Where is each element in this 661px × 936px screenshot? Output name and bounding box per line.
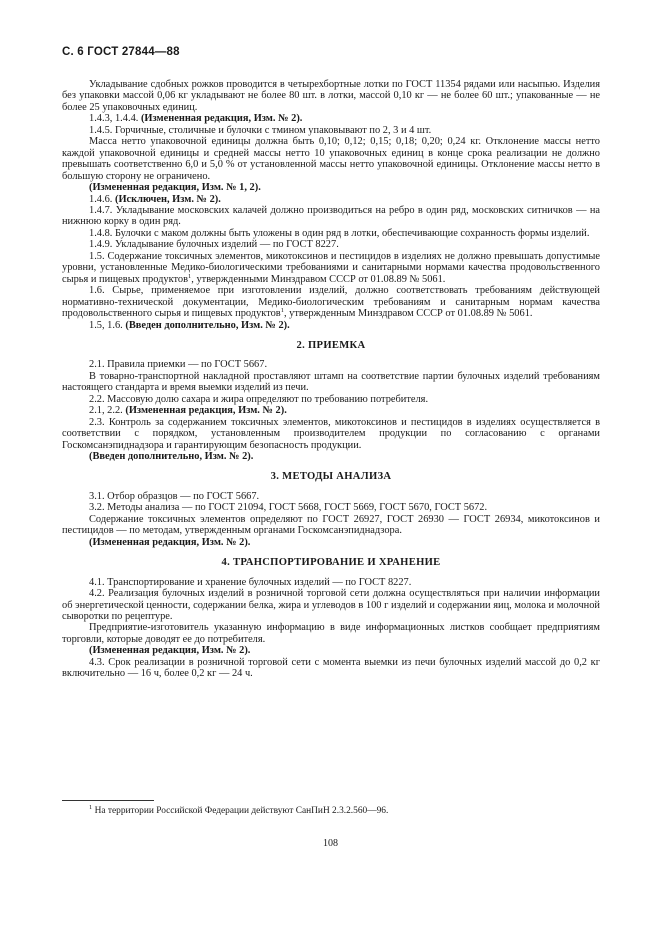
paragraph: 1.4.8. Булочки с маком должны быть уложены в один ряд в лотки, обеспечивающие сохранность формы изделий. <box>89 227 590 239</box>
clause-number: 1.4.3, 1.4.4. <box>89 113 139 125</box>
document-body <box>62 79 600 680</box>
amendment-note: (Измененная редакция, Изм. № 1, 2). <box>89 182 261 194</box>
paragraph: 1.4.5. Горчичные, столичные и булочки с тмином упаковывают по 2, 3 и 4 шт. <box>89 124 432 136</box>
page-number: 108 <box>323 838 338 849</box>
paragraph <box>62 194 600 205</box>
paragraph: Масса нетто упаковочной единицы должна быть 0,10; 0,12; 0,15; 0,18; 0,20; 0,24 кг. Отклонение массы нетто каждой упаковочной единицы и средней массы нетто 10 упаковочных единиц в конце срока реализации не должно превышать соответственно 6,0 и 5,0 % от установленной массы нетто упаковочной единицы. Отклонение массы нетто в большую сторону не ограничено. <box>62 136 600 182</box>
clause-number: 2.1, 2.2. <box>89 405 123 417</box>
page-header: С. 6 ГОСТ 27844—88 <box>62 46 180 58</box>
paragraph: Предприятие-изготовитель указанную информацию в виде информационных листков сообщает предприятиям торговли, которые доводят ее до потребителя. <box>62 622 600 645</box>
paragraph: Укладывание сдобных рожков проводится в четырехбортные лотки по ГОСТ 11354 рядами или насыпью. Изделия без упаковки массой 0,06 кг укладывают не более 80 шт. в лотки, массой 0,10 кг — не более 60 шт.; упакованные — не более 25 упаковочных единиц. <box>62 79 600 113</box>
paragraph: В товарно-транспортной накладной проставляют штамп на соответствие партии булочных изделий требованиям настоящего стандарта и время выемки изделий из печи. <box>62 370 600 394</box>
section-heading-acceptance: 2. ПРИЕМКА <box>296 339 366 351</box>
paragraph: 4.2. Реализация булочных изделий в розничной торговой сети должна осуществляться при наличии информации об энергетической ценности, содержании белка, жира и углеводов в 100 г изделий и содержании яиц, молока и молочной сыворотки по рецептуре. <box>62 588 600 622</box>
paragraph: 2.2. Массовую долю сахара и жира определяют по требованию потребителя. <box>89 393 429 405</box>
clause-number: 1.5, 1.6. <box>89 319 123 331</box>
paragraph-text: , утвержденным Минздравом СССР от 01.08.89 № 5061. <box>283 308 533 320</box>
paragraph: 1.4.9. Укладывание булочных изделий — по ГОСТ 8227. <box>89 239 339 251</box>
footnote-divider <box>62 800 154 801</box>
footnote-ref: 1 <box>188 272 192 280</box>
paragraph: 4.3. Срок реализации в розничной торговой сети с момента выемки из печи булочных изделий массой до 0,2 кг включительно — 16 ч, более 0,2 кг — 24 ч. <box>62 656 600 680</box>
paragraph-text: 1.5. Содержание токсичных элементов, микотоксинов и пестицидов в изделиях не должно превышать допустимые уровни, установленные Медико-биологическими требованиями и санитарными нормами качества продовольственного сырья и пищевых продуктов <box>62 250 600 285</box>
footnote-ref: 1 <box>280 307 284 315</box>
amendment-note: (Измененная редакция, Изм. № 2). <box>140 113 303 125</box>
paragraph: 2.3. Контроль за содержанием токсичных элементов, микотоксинов и пестицидов в изделиях осуществляется в соответствии с порядком, установленным производителем продукции по согласованию с органами Госкомсанэпиднадзора и гарантирующим безопасность продукции. <box>62 416 600 451</box>
paragraph-text: , утвержденными Минздравом СССР от 01.08.89 № 5061. <box>191 273 446 285</box>
paragraph <box>62 285 600 319</box>
paragraph <box>62 405 600 416</box>
footnote <box>89 806 388 817</box>
paragraph: 2.1. Правила приемки — по ГОСТ 5667. <box>89 359 268 371</box>
footnote-mark: 1 <box>89 804 93 811</box>
footnote-text: На территории Российской Федерации действуют СанПиН 2.3.2.560—96. <box>94 806 389 816</box>
paragraph <box>62 113 600 124</box>
paragraph: Содержание токсичных элементов определяют по ГОСТ 26927, ГОСТ 26930 — ГОСТ 26934, микотоксинов и пестицидов — по методам, утвержденным органами Госкомсанэпиднадзора. <box>62 513 600 537</box>
amendment-note: (Введен дополнительно, Изм. № 2). <box>89 451 254 463</box>
paragraph: 3.1. Отбор образцов — по ГОСТ 5667. <box>89 490 260 502</box>
amendment-note: (Измененная редакция, Изм. № 2). <box>125 405 287 417</box>
paragraph <box>62 251 600 285</box>
section-heading-transport: 4. ТРАНСПОРТИРОВАНИЕ И ХРАНЕНИЕ <box>221 557 441 569</box>
amendment-note: (Измененная редакция, Изм. № 2). <box>89 645 251 657</box>
amendment-note: (Измененная редакция, Изм. № 2). <box>89 536 251 548</box>
clause-number: 1.4.6. <box>89 193 113 205</box>
paragraph: 4.1. Транспортирование и хранение булочных изделий — по ГОСТ 8227. <box>89 576 412 588</box>
paragraph <box>62 320 600 331</box>
amendment-note: (Введен дополнительно, Изм. № 2). <box>125 319 290 331</box>
section-heading-methods: 3. МЕТОДЫ АНАЛИЗА <box>270 471 392 483</box>
paragraph: 3.2. Методы анализа — по ГОСТ 21094, ГОСТ 5668, ГОСТ 5669, ГОСТ 5670, ГОСТ 5672. <box>89 502 488 514</box>
amendment-note: (Исключен, Изм. № 2). <box>115 193 221 205</box>
paragraph: 1.4.7. Укладывание московских калачей должно производиться на ребро в один ряд, московских ситничков — на нижнюю корку в один ряд. <box>62 204 600 228</box>
paragraph-text: 1.6. Сырье, применяемое при изготовлении изделий, должно соответствовать требованиям действующей нормативно-технической документации, Медико-биологическим требованиям и санитарным нормам качества продовольственного сырья и пищевых продуктов <box>62 285 600 320</box>
